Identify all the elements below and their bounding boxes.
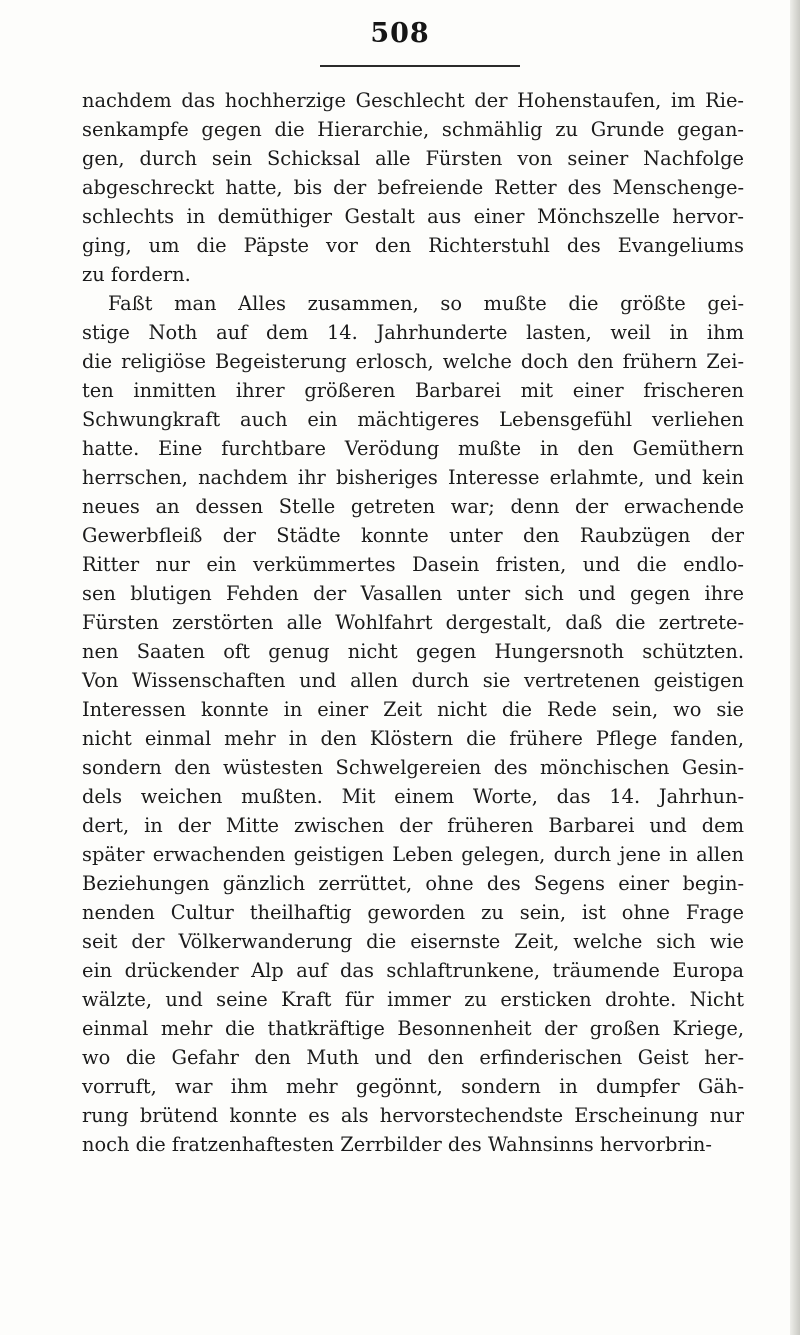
text-line: später erwachenden geistigen Leben gelegen, durch jene in allen [82, 843, 744, 866]
text-line: abgeschreckt hatte, bis der befreiende Retter des Menschenge- [82, 176, 744, 199]
text-line: Fürsten zerstörten alle Wohlfahrt dergestalt, daß die zertrete- [82, 611, 744, 634]
text-line: einmal mehr die thatkräftige Besonnenheit der großen Kriege, [82, 1017, 744, 1040]
text-line: sen blutigen Fehden der Vasallen unter sich und gegen ihre [82, 582, 744, 605]
header-rule [320, 65, 520, 67]
text-line: nenden Cultur theilhaftig geworden zu sein, ist ohne Frage [82, 901, 744, 924]
text-line: dert, in der Mitte zwischen der früheren Barbarei und dem [82, 814, 744, 837]
text-line: Interessen konnte in einer Zeit nicht die Rede sein, wo sie [82, 698, 744, 721]
text-line: nicht einmal mehr in den Klöstern die frühere Pflege fanden, [82, 727, 744, 750]
page-number: 508 [370, 18, 430, 49]
text-line: ten inmitten ihrer größeren Barbarei mit einer frischeren [82, 379, 744, 402]
text-line: sondern den wüstesten Schwelgereien des mönchischen Gesin- [82, 756, 744, 779]
body-text [82, 86, 744, 1159]
text-line: ein drückender Alp auf das schlaftrunkene, träumende Europa [82, 959, 744, 982]
text-line: herrschen, nachdem ihr bisheriges Interesse erlahmte, und kein [82, 466, 744, 489]
text-line: ging, um die Päpste vor den Richterstuhl des Evangeliums [82, 234, 744, 257]
text-line: nachdem das hochherzige Geschlecht der Hohenstaufen, im Rie- [82, 89, 744, 112]
text-line: Schwungkraft auch ein mächtigeres Lebensgefühl verliehen [82, 408, 744, 431]
text-line: Ritter nur ein verkümmertes Dasein fristen, und die endlo- [82, 553, 744, 576]
text-line: noch die fratzenhaftesten Zerrbilder des Wahnsinns hervorbrin- [82, 1133, 712, 1156]
text-line: stige Noth auf dem 14. Jahrhunderte lasten, weil in ihm [82, 321, 744, 344]
text-line: nen Saaten oft genug nicht gegen Hungersnoth schützten. [82, 640, 744, 663]
text-line: schlechts in demüthiger Gestalt aus einer Mönchszelle hervor- [82, 205, 744, 228]
text-line: wo die Gefahr den Muth und den erfinderischen Geist her- [82, 1046, 744, 1069]
paragraph [82, 86, 744, 289]
text-line: hatte. Eine furchtbare Verödung mußte in den Gemüthern [82, 437, 744, 460]
text-line: vorruft, war ihm mehr gegönnt, sondern in dumpfer Gäh- [82, 1075, 744, 1098]
text-line: seit der Völkerwanderung die eisernste Zeit, welche sich wie [82, 930, 744, 953]
text-line: rung brütend konnte es als hervorstechendste Erscheinung nur [82, 1104, 744, 1127]
paragraph [82, 289, 744, 1159]
page-edge-shadow [790, 0, 800, 1335]
text-line: wälzte, und seine Kraft für immer zu ersticken drohte. Nicht [82, 988, 744, 1011]
text-line: zu fordern. [82, 263, 191, 286]
text-line: neues an dessen Stelle getreten war; denn der erwachende [82, 495, 744, 518]
text-line: gen, durch sein Schicksal alle Fürsten von seiner Nachfolge [82, 147, 744, 170]
text-line: Faßt man Alles zusammen, so mußte die größte gei- [108, 292, 744, 315]
text-line: dels weichen mußten. Mit einem Worte, das 14. Jahrhun- [82, 785, 744, 808]
text-line: Gewerbfleiß der Städte konnte unter den Raubzügen der [82, 524, 744, 547]
text-line: Von Wissenschaften und allen durch sie vertretenen geistigen [82, 669, 744, 692]
text-line: Beziehungen gänzlich zerrüttet, ohne des Segens einer begin- [82, 872, 744, 895]
text-line: senkampfe gegen die Hierarchie, schmählig zu Grunde gegan- [82, 118, 744, 141]
text-line: die religiöse Begeisterung erlosch, welche doch den frühern Zei- [82, 350, 744, 373]
